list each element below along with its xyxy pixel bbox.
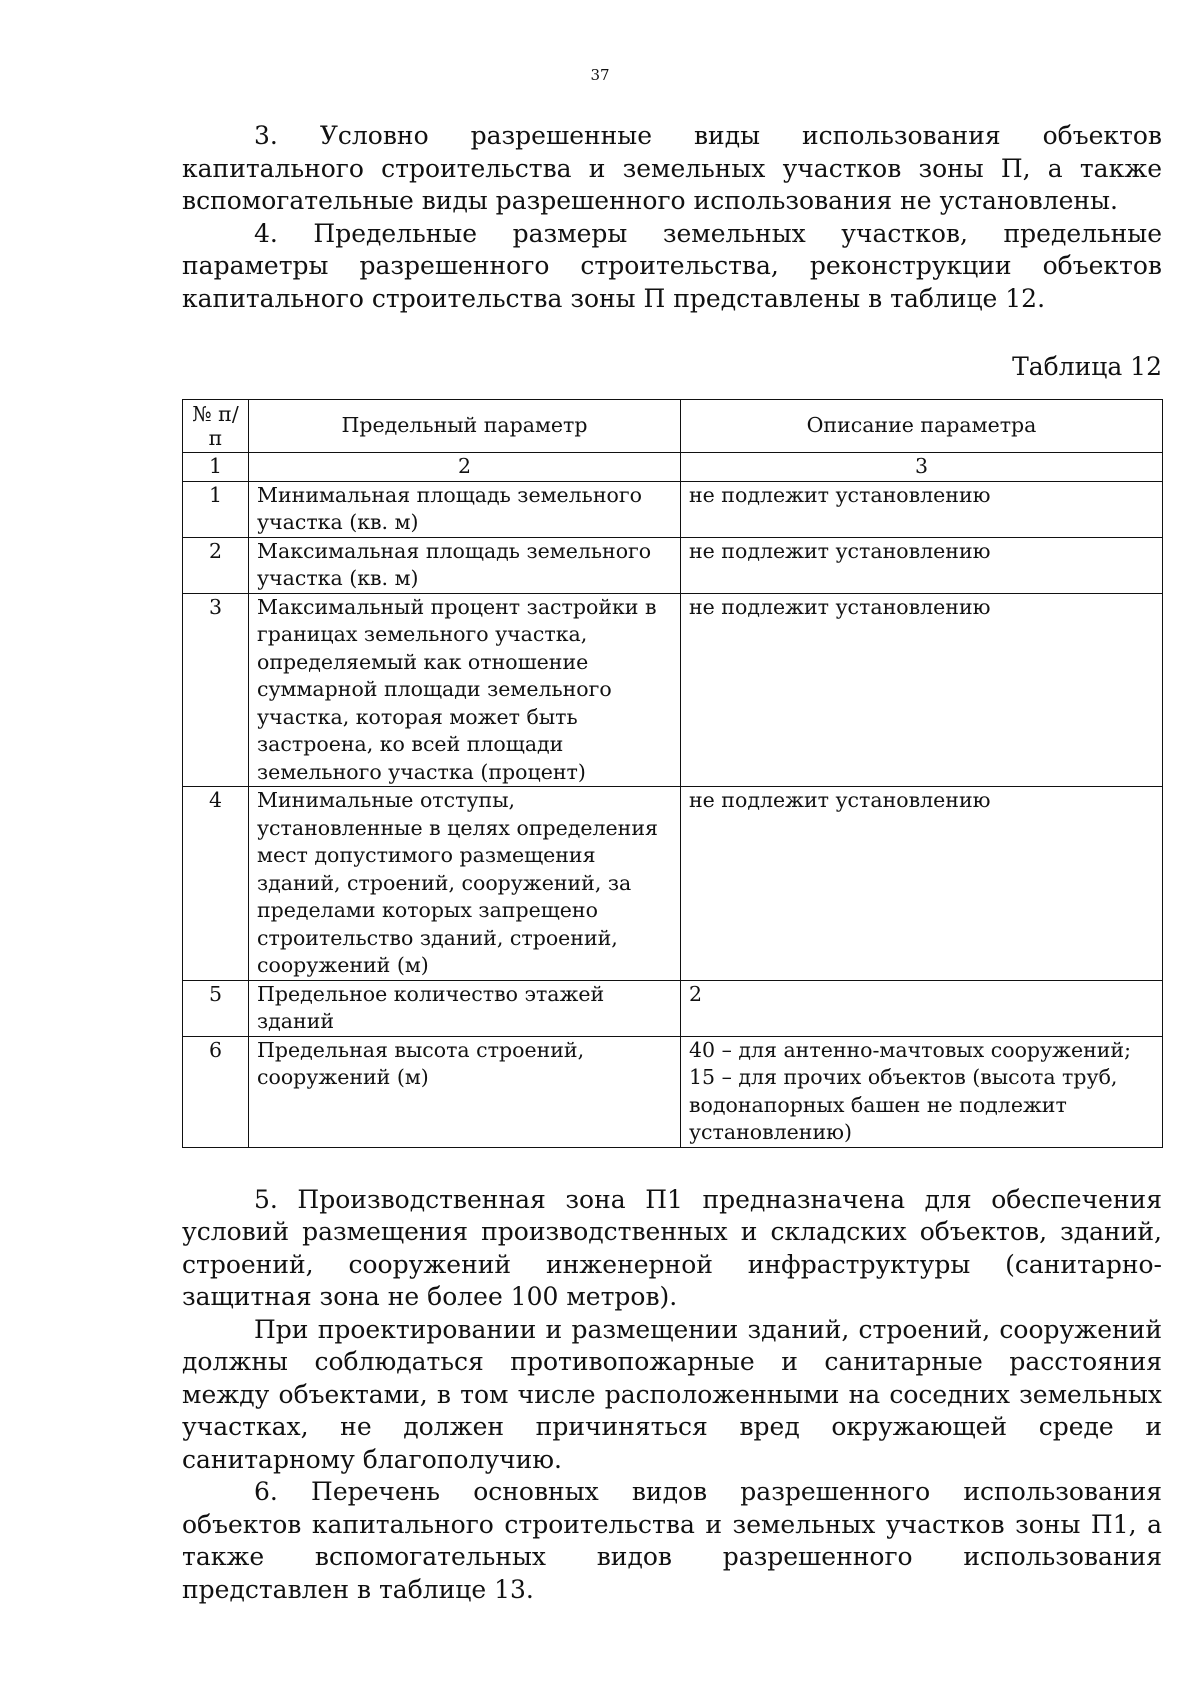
header-number: № п/п bbox=[183, 400, 249, 453]
row-parameter: Максимальный процент застройки в границах земельного участка, определяемый как отношение суммарной площади земельного участка, которая может быть застроена, ко всей площади земельного участка (процент) bbox=[249, 593, 681, 787]
paragraph-4: 4. Предельные размеры земельных участков, предельные параметры разрешенного строительства, реконструкции объектов капитального строительства зоны П представлены в таблице 12. bbox=[182, 218, 1162, 313]
row-description: 40 – для антенно-мачтовых сооружений; 15 – для прочих объектов (высота труб, водонапорных башен не подлежит установлению) bbox=[681, 1036, 1163, 1147]
bottom-section bbox=[182, 1184, 1162, 1607]
paragraph-3: 3. Условно разрешенные виды использования объектов капитального строительства и земельных участков зоны П, а также вспомогательные виды разрешенного использования не установлены. bbox=[182, 121, 1162, 215]
row-description: не подлежит установлению bbox=[681, 593, 1163, 787]
row-description: не подлежит установлению bbox=[681, 537, 1163, 593]
row-description: не подлежит установлению bbox=[681, 787, 1163, 981]
row-parameter: Предельное количество этажей зданий bbox=[249, 980, 681, 1036]
row-number: 2 bbox=[183, 537, 249, 593]
parameters-table bbox=[182, 399, 1163, 1148]
table-row bbox=[183, 787, 1163, 981]
row-description: не подлежит установлению bbox=[681, 481, 1163, 537]
paragraph-5: 5. Производственная зона П1 предназначена для обеспечения условий размещения производственных и складских объектов, зданий, строений, сооружений инженерной инфраструктуры (санитарно-защитная зона не более 100 метров). bbox=[182, 1184, 1162, 1311]
header-parameter: Предельный параметр bbox=[249, 400, 681, 453]
table-row bbox=[183, 481, 1163, 537]
row-number: 4 bbox=[183, 787, 249, 981]
row-description: 2 bbox=[681, 980, 1163, 1036]
row-parameter: Предельная высота строений, сооружений (м) bbox=[249, 1036, 681, 1147]
index-cell: 1 bbox=[183, 453, 249, 482]
table-row bbox=[183, 980, 1163, 1036]
index-cell: 2 bbox=[249, 453, 681, 482]
index-cell: 3 bbox=[681, 453, 1163, 482]
row-parameter: Минимальная площадь земельного участка (кв. м) bbox=[249, 481, 681, 537]
paragraph-5-continued: При проектировании и размещении зданий, строений, сооружений должны соблюдаться противопожарные и санитарные расстояния между объектами, в том числе расположенными на соседних земельных участках, не должен причиняться вред окружающей среде и санитарному благополучию. bbox=[182, 1314, 1162, 1474]
table-row bbox=[183, 593, 1163, 787]
table-header-row bbox=[183, 400, 1163, 453]
paragraph-6: 6. Перечень основных видов разрешенного использования объектов капитального строительства и земельных участков зоны П1, а также вспомогательных видов разрешенного использования представлен в таблице 13. bbox=[182, 1477, 1162, 1604]
table-row bbox=[183, 537, 1163, 593]
header-description: Описание параметра bbox=[681, 400, 1163, 453]
row-number: 5 bbox=[183, 980, 249, 1036]
table-caption: Таблица 12 bbox=[1012, 352, 1162, 381]
table-row bbox=[183, 1036, 1163, 1147]
row-parameter: Минимальные отступы, установленные в целях определения мест допустимого размещения зданий, строений, сооружений, за пределами которых запрещено строительство зданий, строений, сооружений (м) bbox=[249, 787, 681, 981]
row-number: 3 bbox=[183, 593, 249, 787]
page-number: 37 bbox=[590, 66, 610, 84]
table-index-row bbox=[183, 453, 1163, 482]
row-number: 6 bbox=[183, 1036, 249, 1147]
row-parameter: Максимальная площадь земельного участка (кв. м) bbox=[249, 537, 681, 593]
document-body bbox=[182, 120, 1162, 1606]
row-number: 1 bbox=[183, 481, 249, 537]
